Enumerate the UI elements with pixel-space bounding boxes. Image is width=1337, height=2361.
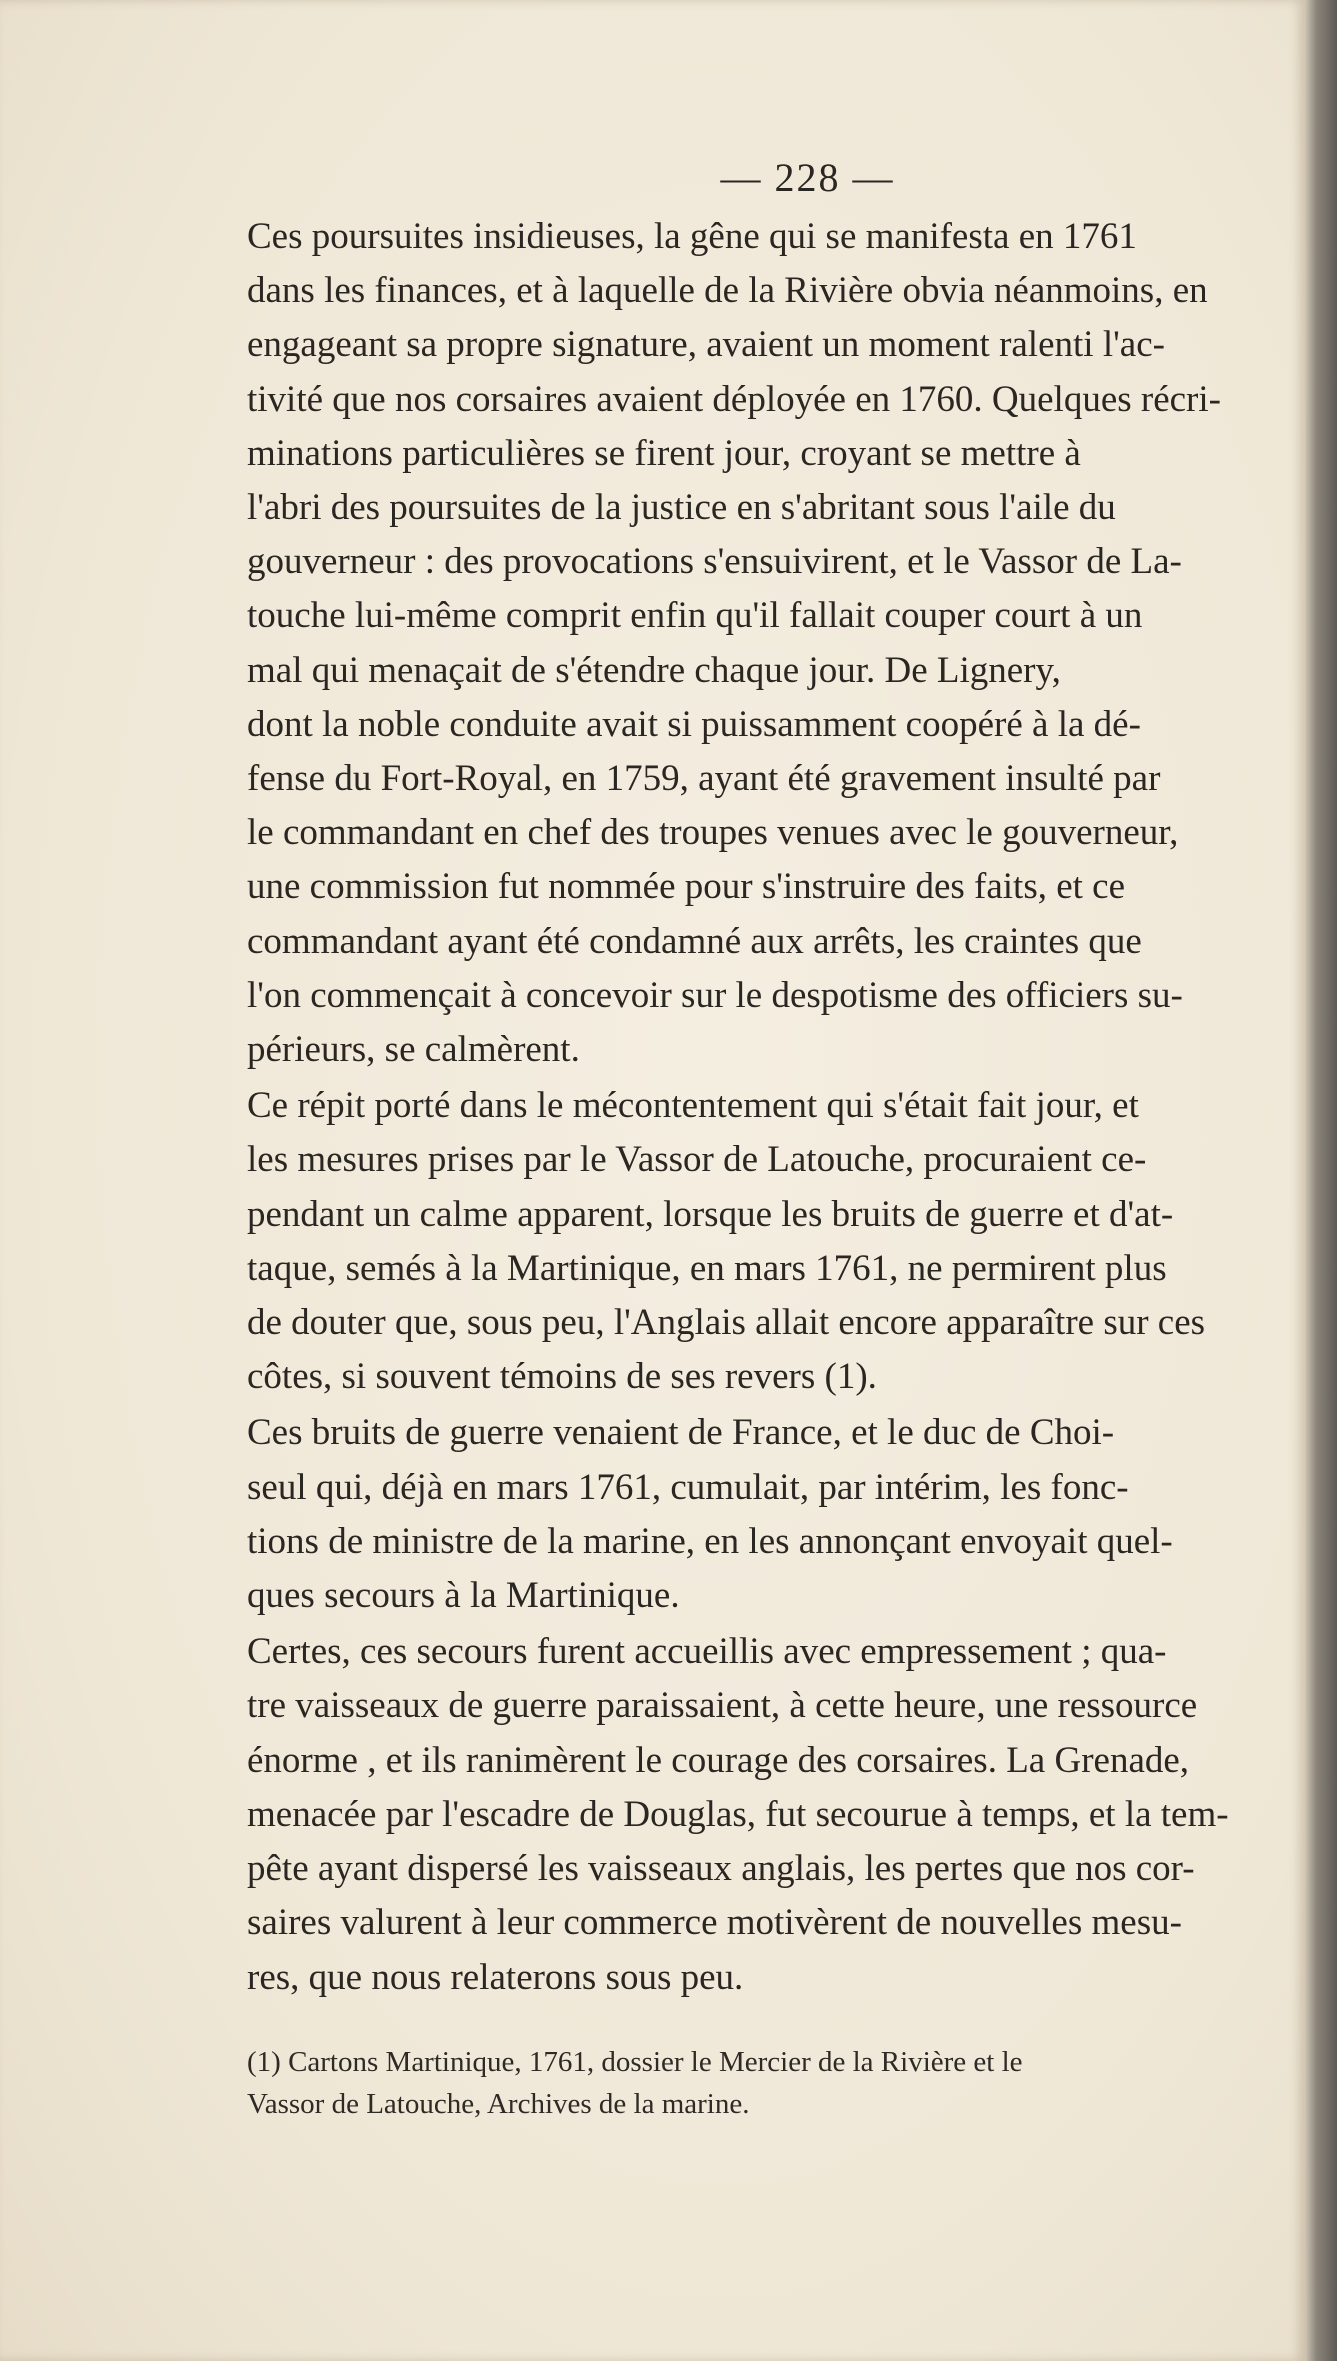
- text-line: seul qui, déjà en mars 1761, cumulait, par intérim, les fonc-: [247, 1466, 1129, 1508]
- text-line: Ces poursuites insidieuses, la gêne qui se manifesta en 1761: [247, 216, 1137, 257]
- text-line: Ce répit porté dans le mécontentement qui s'était fait jour, et: [247, 1085, 1139, 1127]
- text-line: engageant sa propre signature, avaient un moment ralenti l'ac-: [247, 324, 1165, 366]
- text-line: saires valurent à leur commerce motivèrent de nouvelles mesu-: [247, 1902, 1182, 1944]
- page-number: — 228 —: [720, 155, 895, 200]
- text-line: l'abri des poursuites de la justice en s'abritant sous l'aile du: [247, 487, 1116, 529]
- text-line: ques secours à la Martinique.: [247, 1575, 680, 1617]
- text-line: l'on commençait à concevoir sur le despotisme des officiers su-: [247, 974, 1183, 1016]
- page-edge: [1305, 0, 1337, 2361]
- text-line: côtes, si souvent témoins de ses revers (1).: [247, 1356, 877, 1398]
- text-line: tre vaisseaux de guerre paraissaient, à cette heure, une ressource: [247, 1685, 1198, 1727]
- text-line: périeurs, se calmèrent.: [247, 1029, 580, 1071]
- paragraph-1: [205, 210, 1290, 1077]
- text-line: tions de ministre de la marine, en les annonçant envoyait quel-: [247, 1520, 1173, 1562]
- text-line: de douter que, sous peu, l'Anglais allait encore apparaître sur ces: [247, 1302, 1206, 1344]
- footnote-line: (1) Cartons Martinique, 1761, dossier le Mercier de la Rivière et le: [247, 2045, 1023, 2078]
- text-line: pendant un calme apparent, lorsque les bruits de guerre et d'at-: [247, 1193, 1174, 1235]
- text-line: dont la noble conduite avait si puissamment coopéré à la dé-: [247, 703, 1141, 745]
- text-line: fense du Fort-Royal, en 1759, ayant été gravement insulté par: [247, 758, 1161, 800]
- text-line: mal qui menaçait de s'étendre chaque jour. De Lignery,: [247, 649, 1061, 691]
- text-line: commandant ayant été condamné aux arrêts, les craintes que: [247, 920, 1142, 962]
- paragraph-3: [205, 1406, 1290, 1623]
- text-line: les mesures prises par le Vassor de Latouche, procuraient ce-: [247, 1139, 1147, 1181]
- text-line: dans les finances, et à laquelle de la Rivière obvia néanmoins, en: [247, 270, 1208, 312]
- text-line: pête ayant dispersé les vaisseaux anglais, les pertes que nos cor-: [247, 1848, 1195, 1890]
- text-line: Ces bruits de guerre venaient de France, et le duc de Choi-: [247, 1412, 1115, 1454]
- text-line: taque, semés à la Martinique, en mars 1761, ne permirent plus: [247, 1247, 1167, 1289]
- text-line: tivité que nos corsaires avaient déployée en 1760. Quelques récri-: [247, 378, 1221, 420]
- paragraph-2: [205, 1079, 1290, 1404]
- text-line: énorme , et ils ranimèrent le courage des corsaires. La Grenade,: [247, 1739, 1190, 1781]
- paragraph-4: [205, 1625, 1290, 2004]
- footnote: [205, 2041, 1290, 2125]
- text-line: menacée par l'escadre de Douglas, fut secourue à temps, et la tem-: [247, 1793, 1229, 1835]
- text-line: touche lui-même comprit enfin qu'il fallait couper court à un: [247, 595, 1143, 637]
- footnote-line: Vassor de Latouche, Archives de la marine.: [247, 2087, 750, 2120]
- text-line: minations particulières se firent jour, croyant se mettre à: [247, 432, 1081, 474]
- text-line: gouverneur : des provocations s'ensuivirent, et le Vassor de La-: [247, 541, 1182, 583]
- text-line: une commission fut nommée pour s'instruire des faits, et ce: [247, 866, 1126, 908]
- text-line: Certes, ces secours furent accueillis avec empressement ; qua-: [247, 1631, 1167, 1673]
- text-line: res, que nous relaterons sous peu.: [247, 1956, 744, 1998]
- page-text: [205, 150, 1290, 2125]
- text-line: le commandant en chef des troupes venues avec le gouverneur,: [247, 812, 1179, 854]
